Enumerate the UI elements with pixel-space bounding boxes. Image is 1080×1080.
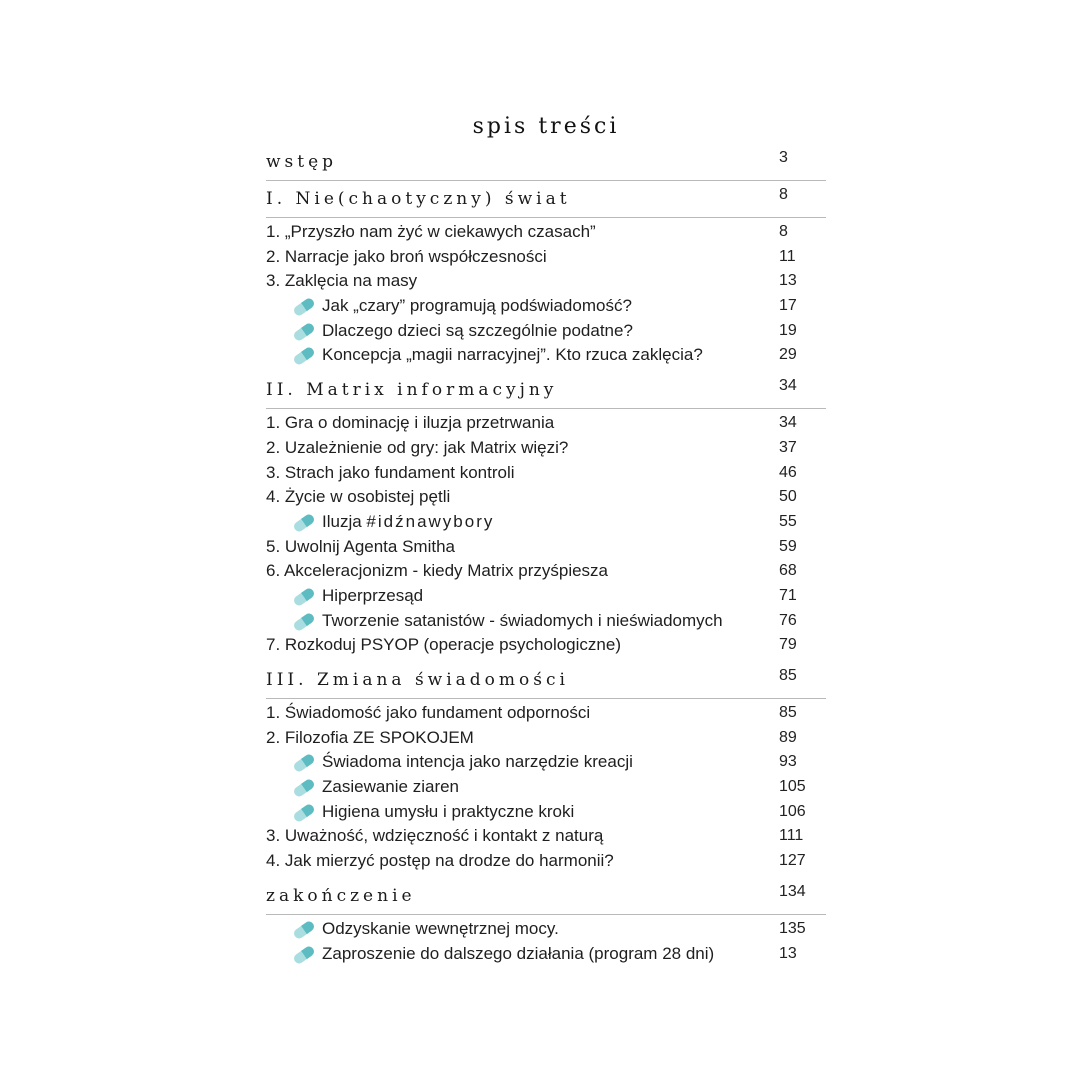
entry-page-number: 55 — [779, 512, 797, 530]
entry-page-number: 85 — [779, 704, 797, 721]
pill-icon — [292, 587, 316, 607]
entry-title: 3. Strach jako fundament kontroli — [266, 462, 515, 482]
entry-title: 5. Uwolnij Agenta Smitha — [266, 536, 455, 556]
section-title: II. Matrix informacyjny — [266, 380, 558, 401]
toc-subentry — [266, 750, 826, 775]
section-page-number: 134 — [779, 882, 806, 900]
toc-subentry — [266, 775, 826, 800]
entry-page-number: 17 — [779, 297, 797, 315]
pill-icon — [292, 753, 316, 773]
pill-icon — [292, 778, 316, 798]
section-items — [266, 218, 826, 372]
pill-icon — [292, 322, 316, 342]
entry-page-number: 71 — [779, 586, 797, 604]
entry-title: Higiena umysłu i praktyczne kroki — [322, 801, 575, 821]
table-of-contents — [266, 110, 826, 970]
section-header — [266, 144, 826, 181]
entry-page-number: 76 — [779, 611, 797, 629]
toc-entry — [266, 245, 826, 270]
entry-page-number: 13 — [779, 272, 797, 290]
toc-subentry — [266, 319, 826, 344]
pill-icon — [292, 612, 316, 632]
toc-entry — [266, 220, 826, 245]
entry-page-number: 11 — [779, 247, 796, 265]
toc-subentry — [266, 510, 826, 535]
entry-page-number: 59 — [779, 537, 797, 555]
section-header — [266, 662, 826, 699]
toc-entry — [266, 726, 826, 751]
toc-subentry — [266, 584, 826, 609]
toc-entry — [266, 461, 826, 486]
entry-page-number: 79 — [779, 636, 797, 654]
toc-entry — [266, 824, 826, 849]
toc-entry — [266, 559, 826, 584]
entry-page-number: 37 — [779, 438, 797, 456]
pill-icon — [292, 346, 316, 366]
toc-entry — [266, 436, 826, 461]
entry-title: 2. Uzależnienie od gry: jak Matrix więzi? — [266, 437, 569, 457]
entry-title: 3. Zaklęcia na masy — [266, 271, 418, 291]
entry-hashtag: #idźnawybory — [366, 511, 495, 531]
entry-page-number: 13 — [779, 944, 797, 962]
section-header — [266, 181, 826, 218]
entry-title: 7. Rozkoduj PSYOP (operacje psychologiczne) — [266, 635, 621, 655]
entry-page-number: 135 — [779, 919, 806, 937]
entry-title: Jak „czary” programują podświadomość? — [322, 296, 632, 316]
entry-title: Hiperprzesąd — [322, 585, 424, 605]
page-title: spis treści — [472, 114, 620, 139]
entry-title: 1. „Przyszło nam żyć w ciekawych czasach” — [266, 222, 596, 241]
toc-subentry — [266, 917, 826, 942]
entry-page-number: 111 — [779, 827, 804, 845]
entry-title: 2. Narracje jako broń współczesności — [266, 246, 547, 266]
pill-icon — [292, 803, 316, 823]
toc-entry — [266, 849, 826, 874]
section-title: I. Nie(chaotyczny) świat — [266, 189, 571, 209]
entry-title: 4. Jak mierzyć postęp na drodze do harmonii? — [266, 851, 614, 871]
entry-page-number: 19 — [779, 321, 797, 339]
entry-title: Odzyskanie wewnętrznej mocy. — [322, 918, 559, 938]
entry-title: 6. Akceleracjonizm - kiedy Matrix przyśpiesza — [266, 561, 609, 581]
section-header — [266, 372, 826, 409]
section-page-number: 34 — [779, 377, 797, 395]
section-title: wstęp — [266, 152, 338, 172]
entry-title: Tworzenie satanistów - świadomych i nieświadomych — [322, 610, 723, 630]
entry-title: Dlaczego dzieci są szczególnie podatne? — [322, 320, 633, 340]
toc-subentry — [266, 609, 826, 634]
entry-title: 4. Życie w osobistej pętli — [266, 487, 451, 507]
toc-entry — [266, 535, 826, 560]
entry-title: Świadoma intencja jako narzędzie kreacji — [322, 752, 633, 772]
toc-subentry — [266, 294, 826, 319]
entry-title: 2. Filozofia ZE SPOKOJEM — [266, 727, 474, 747]
entry-title: 1. Gra o dominację i iluzja przetrwania — [266, 413, 555, 433]
entry-page-number: 68 — [779, 562, 797, 580]
entry-page-number: 89 — [779, 728, 797, 746]
section-header — [266, 878, 826, 915]
toc-subentry — [266, 800, 826, 825]
section-title: zakończenie — [266, 885, 416, 906]
toc-entry — [266, 411, 826, 436]
toc-entry — [266, 485, 826, 510]
entry-page-number: 127 — [779, 852, 806, 870]
section-title: III. Zmiana świadomości — [266, 670, 569, 690]
entry-page-number: 8 — [779, 223, 788, 240]
entry-title: Koncepcja „magii narracyjnej”. Kto rzuca zaklęcia? — [322, 345, 703, 365]
entry-page-number: 46 — [779, 463, 797, 481]
entry-page-number: 106 — [779, 802, 806, 820]
toc-entry — [266, 633, 826, 658]
entry-page-number: 34 — [779, 414, 797, 432]
toc-entry — [266, 701, 826, 726]
entry-page-number: 29 — [779, 346, 797, 364]
sections-container — [266, 144, 826, 970]
section-page-number: 85 — [779, 667, 797, 684]
entry-title: Iluzja #idźnawybory — [322, 511, 495, 531]
toc-subentry — [266, 343, 826, 368]
section-page-number: 3 — [779, 149, 788, 166]
pill-icon — [292, 920, 316, 940]
section-page-number: 8 — [779, 186, 788, 203]
entry-page-number: 93 — [779, 753, 797, 771]
section-items — [266, 409, 826, 662]
toc-subentry — [266, 942, 826, 967]
section-items — [266, 915, 826, 970]
pill-icon — [292, 297, 316, 317]
toc-entry — [266, 269, 826, 294]
entry-page-number: 50 — [779, 488, 797, 506]
entry-title: Zasiewanie ziaren — [322, 777, 460, 797]
entry-page-number: 105 — [779, 778, 806, 796]
entry-title: Zaproszenie do dalszego działania (program 28 dni) — [322, 943, 715, 963]
entry-title: 1. Świadomość jako fundament odporności — [266, 703, 591, 722]
section-items — [266, 699, 826, 878]
pill-icon — [292, 945, 316, 965]
entry-title: 3. Uważność, wdzięczność i kontakt z naturą — [266, 826, 604, 846]
pill-icon — [292, 513, 316, 533]
